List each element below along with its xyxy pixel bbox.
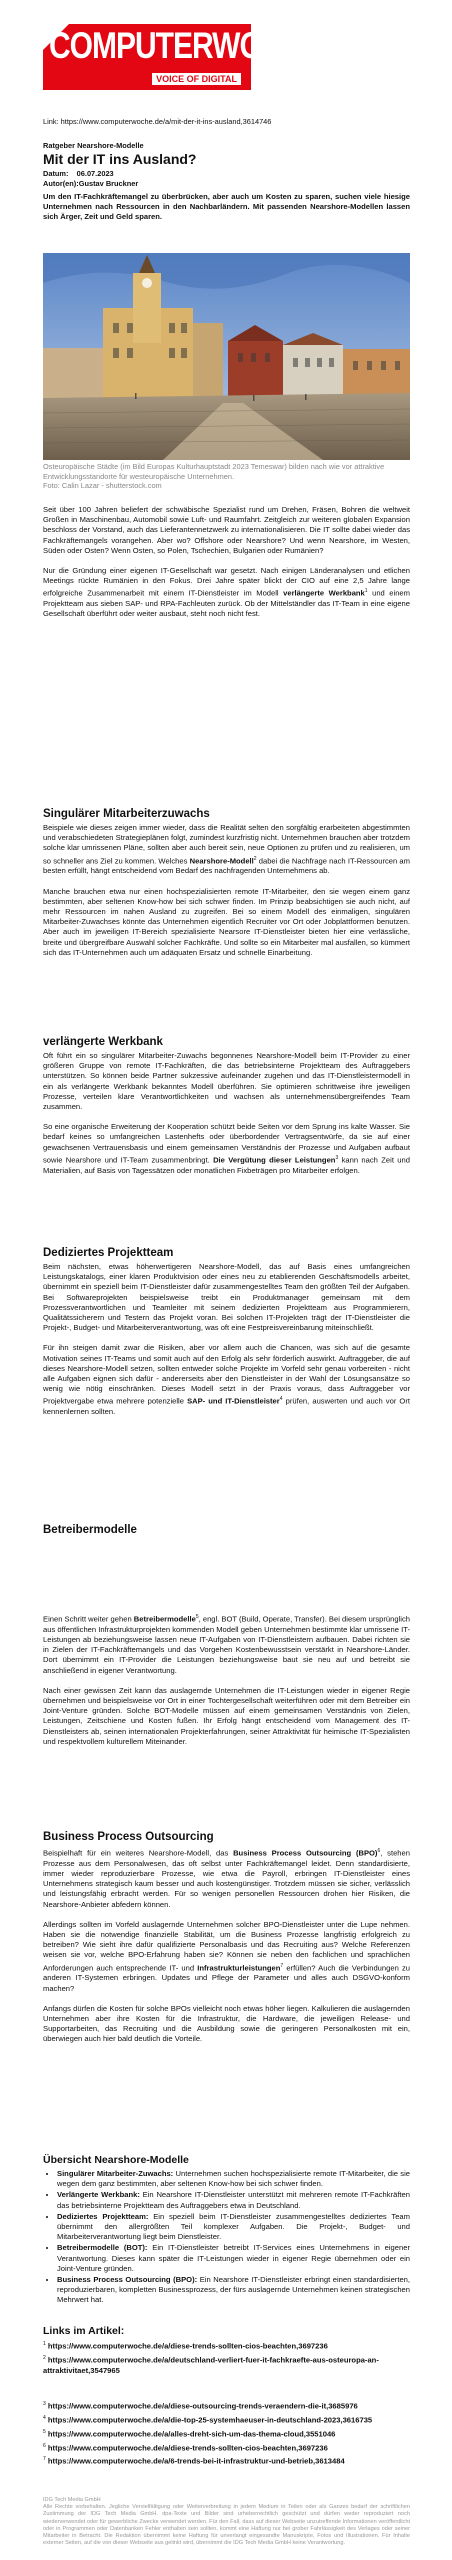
article-lead: Um den IT-Fachkräftemangel zu überbrücken, aber auch um Kosten zu sparen, suchen viele hiesige Unternehmen nach Ressourcen in den Nachbarländern. Mit passenden Nearshore-Modellen lassen sich Ärger, Zeit und Geld sparen. <box>43 192 410 222</box>
logo-wordmark: COMPUTERWOCHE <box>49 25 323 67</box>
section-paragraph: Allerdings sollten im Vorfeld auslagernde Unternehmen solcher BPO-Dienstleister unter die Lupe nehmen. Haben sie die notwendige finanzielle Stabilität, um die Business Prozesse langfristig erfolgreich zu betreiben? Wie sieht ihre dafür qualifizierte Personalbasis und das Recruiting aus? Welche Referenzen weisen sie vor, welche BPO-Erfahrung haben sie? Können sie neben den fachlichen und sprachlichen Anforderungen auch entsprechende IT- und Infrastrukturleistungen$^7$ erfüllen? Auch die Verbindungen zu anderen IT-Systemen erbringen. Updates und Pflege der Parameter und alles auch DSGVO-konform machen? <box>43 1919 410 1993</box>
section-paragraph: Beim nächsten, etwas höherwertigeren Nearshore-Modell, das auf Basis eines umfangreichen Leistungskatalogs, einer klaren Produktvision oder eines neu zu etablierenden Geschäftsmodells arbeitet, übernimmt ein speziell beim IT-Dienstleister dafür zusammengestelltes Team den größten Teil der Aufgaben. Bei Softwareprojekten beispielsweise treibt ein Produktmanager gemeinsam mit dem Prozessverantwortlichen und Teamleiter mit seinem dedizierten Projektteam aus Programmierern, Qualitätssicherern und Testern das Projekt voran. Bei solchen IT-Projekten trägt der IT-Dienstleister die Projekt-, Budget- und Mitarbeiterverantwortung, was oft eine Festpreisvereinbarung miteinschließt. <box>43 1262 410 1333</box>
computerwoche-logo[interactable] <box>43 24 323 90</box>
article-link[interactable]: $^5$ https://www.computerwoche.de/a/alles-dreht-sich-um-das-thema-cloud,3551046 <box>43 2428 336 2439</box>
section-betreibermodelle <box>43 1612 410 1747</box>
article-photo <box>43 253 410 460</box>
intro-paragraph-2: Nur die Gründung einer eigenen IT-Gesellschaft war gesetzt. Nach einigen Länderanalysen und etlichen Meetings rückte Rumänien in den Fokus. Drei Jahre später blickt der CIO auf eine 2,5 Jahre lange erfolgreiche Zusammenarbeit mit einem IT-Dienstleister im Modell verlängerte Werkbank$^1$ und einem Projektteam aus sieben SAP- und RPA-Fachleuten zurück. Ob der Mittelständler das IT-Team in eine eigene Gesellschaft überführt oder weiter ausbaut, steht noch nicht fest. <box>43 566 410 619</box>
logo-tagline: VOICE OF DIGITAL <box>152 73 241 85</box>
verguetung-link[interactable]: Die Vergütung dieser Leistungen <box>213 1155 336 1165</box>
article-title: Mit der IT ins Ausland? <box>43 151 197 167</box>
photo-credit: Foto: Calin Lazar - shutterstock.com <box>43 481 162 491</box>
summary-item: • Verlängerte Werkbank: Ein Nearshore IT-Dienstleister unterstützt mit mehreren remote IT-Fachkräften das betriebsinterne Projektteam des Auftraggebers etwa in Deutschland. <box>57 2190 410 2210</box>
sap-it-dienstleister-link[interactable]: SAP- und IT-Dienstleister <box>187 1396 280 1406</box>
nearshore-model-link[interactable]: Nearshore-Modell <box>189 856 254 866</box>
section-singulaer <box>43 807 410 958</box>
footer-brand: IDG Tech Media GmbH <box>43 2497 101 2503</box>
summary-item: • Dediziertes Projektteam: Ein speziell beim IT-Dienstleister zusammengestelltes dediziertes Team übernimmt den allergrößten Teil komplexer Aufgaben. Die Projekt-, Budget- und Mitarbeiterverantwortung liegt beim Dienstleister. <box>57 2212 410 2243</box>
footer <box>43 2497 410 2547</box>
section-paragraph: So eine organische Erweiterung der Kooperation schützt beide Seiten vor dem Sprung ins kalte Wasser. Sie bedarf keines so umfangreichen Lastenhefts oder überbordender Vertragsentwürfe, da sie auf einer gewachsenen Vertrauensbasis und einem gemeinsamen Verständnis der Prozesse und Aufgaben aufbaut sowie Nearshore und IT-Team zusammenbringt. Die Vergütung dieser Leistungen$^3$ kann nach Zeit und Materialien, auf Basis von Tagessätzen oder monatlichen Fixbeträgen pro Mitarbeiter erfolgen. <box>43 1122 410 1175</box>
article-link[interactable]: $^6$ https://www.computerwoche.de/a/diese-trends-sollten-cios-beachten,3697236 <box>43 2442 328 2453</box>
header-block <box>43 117 410 223</box>
section-paragraph: Manche brauchen etwa nur einen hochspezialisierten remote IT-Mitarbeiter, den sie wegen einem ganz bestimmten, aber seltenen Know-how bei sich schwer finden. Im Prinzip beabsichtigen sie auch nicht, auf mehr Ressourcen im nahen Ausland zu zugreifen. Bei so einem Modell des einmaligen, singulären Mitarbeiter-Zuwachses könnte das Unternehmen eigentlich Recruiter vor Ort oder Jobplattformen benutzen. Aber auch im jeweiligen IT-Bereich spezialisierte Nearsore IT-Dienstleister bieten hier eine verlässliche, breite und übergreifbare Auswahl solcher Fachkräfte. Und sollte so ein Mitarbeiter mal ausfallen, so kümmert sich das IT-Unternehmen auch um adäquaten Ersatz und schnelle Einarbeitung. <box>43 886 410 957</box>
article-link[interactable]: $^1$ https://www.computerwoche.de/a/diese-trends-sollten-cios-beachten,3697236 <box>43 2341 328 2351</box>
kicker: Ratgeber Nearshore-Modelle <box>43 141 144 150</box>
summary-item: • Singulärer Mitarbeiter-Zuwachs: Unternehmen suchen hochspezialisierte remote IT-Mitarbeiter, die sie wegen dem ganz bestimmten, aber seltenen Know-how bei sich schwer finden. <box>57 2169 410 2189</box>
infrastruktur-link[interactable]: Infrastrukturleistungen <box>197 1963 281 1973</box>
links-heading: Links im Artikel: <box>43 2325 125 2337</box>
footer-legal: Alle Rechte vorbehalten. Jegliche Vervielfältigung oder Weiterverbreitung in jedem Medium in Teilen oder als Ganzes bedarf der schriftlichen Zustimmung der IDG Tech Media GmbH. dpa-Texte und Bilder sind urheberrechtlich geschützt und dürfen weder reproduziert noch wiederverwendet oder für gewerbliche Zwecke verwendet werden. Für den Fall, dass auf dieser Webseite unzutreffende Informationen veröffentlicht oder in Programmen oder Datenbanken Fehler enthalten sein sollten, kommt eine Haftung nur bei grober Fahrlässigkeit des Verlages oder seiner Mitarbeiter in Betracht. Die Redaktion übernimmt keine Haftung für unverlangt eingesandte Manuskripte, Fotos und Illustrationen. Für Inhalte externer Seiten, auf die von dieser Webseite aus gelinkt wird, übernimmt die IDG Tech Media GmbH keine Verantwortung. <box>43 2504 410 2547</box>
article-link[interactable]: $^2$ https://www.computerwoche.de/a/deutschland-verliert-fuer-it-fachkraefte-aus-osteuropa-an-attraktivitaet,3547965 <box>43 2355 379 2376</box>
photo-caption: Osteuropäische Städte (im Bild Europas Kulturhauptstadt 2023 Temeswar) bilden nach wie vor attraktive Entwicklungsstandorte für westeuropäische Unternehmen. <box>43 462 385 481</box>
bpo-link[interactable]: Business Process Outsourcing (BPO) <box>233 1848 378 1858</box>
summary-heading: Übersicht Nearshore-Modelle <box>43 2154 189 2166</box>
source-link[interactable]: Link: https://www.computerwoche.de/a/mit-der-it-ins-ausland,3614746 <box>43 117 272 126</box>
section-paragraph: Anfangs dürfen die Kosten für solche BPOs vielleicht noch etwas höher liegen. Kalkulieren die auslagernden Unternehmen aber ihre Kosten für die Infrastruktur, die Hardware, die jeweiligen Release- und Supportarbeiten, das Recruiting und die Ausbildung sowie die geringeren Personalkosten mit ein, überwiegen auch hier bald deutlich die Vorteile. <box>43 2003 410 2044</box>
section-heading: verlängerte Werkbank <box>43 1036 163 1048</box>
photo-caption-block <box>43 462 410 491</box>
section-paragraph: Einen Schritt weiter gehen Betreibermodelle$^5$, engl. BOT (Build, Operate, Transfer). Bei diesem ursprünglich aus öffentlichen Infrastrukturprojekten kommenden Modell geben Unternehmen bestimmte klar umrissene IT-Leistungen ab beziehungsweise lassen neue IT-Aufgaben von IT-Dienstleistern aufbauen. Dabei richten sie in Zielen der IT-Fachkräftemangels und das Vorgehen Kostenbewusstsein verstärkt in Nearshore-Länder. Dort übernimmt ein IT-Provider die Leistungen beziehungsweise baut sie neu auf und betreibt sie anschließend in eigener Verantwortung. <box>43 1614 410 1675</box>
section-paragraph: Beispiele wie dieses zeigen immer wieder, dass die Realität selten den sorgfältig erarbeiteten abgestimmten und verabschiedeten Strategieplänen folgt, zumindest kurzfristig nicht. Unternehmen brauchen aber trotzdem solche klar umrissenen Pläne, sollten aber auch bereit sein, neue Optionen zu prüfen und zu realisieren, um so schneller ans Ziel zu kommen. Welches Nearshore-Modell$^2$ dabei die Nachfrage nach IT-Ressourcen am besten erfüllt, hängt entscheidend vom Bedarf des nachfragenden Unternehmens ab. <box>43 823 410 876</box>
date-line: Datum: 06.07.2023 <box>43 169 114 178</box>
section-heading: Business Process Outsourcing <box>43 1831 214 1843</box>
article-link[interactable]: $^7$ https://www.computerwoche.de/a/6-trends-bei-it-infrastruktur-und-betrieb,3613484 <box>43 2456 345 2466</box>
section-projektteam <box>43 1246 410 1417</box>
intro-block <box>43 505 410 620</box>
section-heading: Betreibermodelle <box>43 1524 137 1536</box>
section-betreiber-heading <box>43 1523 410 1537</box>
section-paragraph: Beispielhaft für ein weiteres Nearshore-Modell, das Business Process Outsourcing (BPO)$^6$, stehen Prozesse aus dem Personalwesen, das oft selbst unter Fachkräftemangel leidet. Denn standardisierte, immer wieder reproduzierbare Prozesse, wie etwa die Payroll, erbringen IT-Dienstleister eines Unternehmens strategisch kaum besser und auch kostengünstiger. Trotzdem müssen sie sicher, verlässlich und leistungsfähig erbracht werden. Für so wenigen personellen Ressourcen drohen hier Risiken, die Nearshore-Anbieter abfedern können. <box>43 1848 410 1909</box>
section-paragraph: Nach einer gewissen Zeit kann das auslagernde Unternehmen die IT-Leistungen wieder in eigener Regie übernehmen und beispielsweise vor Ort in einer Tochtergesellschaft weiterführen oder mit dem Betreiber ein Joint-Venture gründen. Solche BOT-Modelle müssen auf einem gemeinsamen Verständnis von Zielen, Leistungen, Zeitschiene und Kosten fußen. Ihr Erfolg hängt entscheidend vom Management des IT-Dienstleisters ab, seinen internationalen Projekterfahrungen, seiner Attraktivität für heimische IT-Spezialisten und respektvollem kulturellem Miteinander. <box>43 1685 410 1746</box>
summary-item: • Betreibermodelle (BOT): Ein IT-Dienstleister betreibt IT-Services eines Unternehmens in eigener Verantwortung. Dieses kann später die IT-Leistungen wieder in eigener Regie übernehmen oder ein Joint-Venture gründen. <box>57 2243 410 2274</box>
section-bpo <box>43 1830 410 2045</box>
section-heading: Dediziertes Projektteam <box>43 1247 174 1259</box>
betreibermodelle-link[interactable]: Betreibermodelle <box>133 1614 196 1624</box>
section-heading: Singulärer Mitarbeiterzuwachs <box>43 808 210 820</box>
section-paragraph: Für ihn steigen damit zwar die Risiken, aber vor allem auch die Chancen, was sich auf die gesamte Motivation seines IT-Teams und somit auch auf den Erfolg als sehr förderlich auswirkt. Auftraggeber, die auf dieses Nearshore-Modell setzen, sollten entweder solche Projekte im Vorfeld sehr genau vorbereiten - nicht alle Aufgaben eignen sich dafür - andererseits aber den Dienstleister in der Wahl der Lösungsansätze so wenig wie nötig einschränken. Dieses Modell setzt in der Praxis voraus, dass Auftraggeber vor Projektvergabe etwa mehrere potenzielle SAP- und IT-Dienstleister$^4$ prüfen, auswerten und auch vor Ort kennenlernen sollten. <box>43 1343 410 1417</box>
summary-item: • Business Process Outsourcing (BPO): Ein Nearshore IT-Dienstleister erbringt einen standardisierten, reproduzierbaren, kompletten Businessprozess, der fürs auslagernde Unternehmen keinen strategischen Mehrwert hat. <box>57 2275 410 2306</box>
summary-list <box>43 2169 410 2306</box>
intro-bold-link[interactable]: verlängerte Werkbank <box>283 588 365 598</box>
article-link[interactable]: $^4$ https://www.computerwoche.de/a/die-top-25-systemhaeuser-in-deutschland-2023,3616735 <box>43 2414 373 2425</box>
section-paragraph: Oft führt ein so singulärer Mitarbeiter-Zuwachs begonnenes Nearshore-Modell beim IT-Provider zu einer größeren Gruppe von remote IT-Fachkräften, die das betriebsinterne Projektteam des Auftraggebers unterstützen. So können beide Partner sukzessive aufeinander zugehen und das IT-Dienstleistermodell in ein als verlängerte Werkbank bekanntes Modell überführen. Sie optimieren schrittweise ihre jeweiligen Prozesse, verteilen klare Verantwortlichkeiten und wachsen als unternehmensübergreifendes Team zusammen. <box>43 1051 410 1112</box>
links-block <box>43 2326 410 2468</box>
summary-block <box>43 2153 410 2307</box>
city-square-image <box>43 253 410 460</box>
intro-paragraph-1: Seit über 100 Jahren beliefert der schwäbische Spezialist rund um Drehen, Fräsen, Bohren die weltweit Großen in Maschinenbau, Automobil sowie Luft- und Raumfahrt. Zeitgleich zur weiteren globalen Expansion beschloss der Vorstand, auch das Lieferantennetzwerk zu internationalisieren. Die IT sollte dabei wieder das Fachkräftemangels vorangehen. Aber wo? Offshore oder Nearshore? Und wenn Nearshore, im Westen, Süden oder Osten? Wenn Osten, so Polen, Tschechien, Bulgarien oder Rumänien? <box>43 505 410 555</box>
author-line: Autor(en):Gustav Bruckner <box>43 179 139 188</box>
section-werkbank <box>43 1035 410 1176</box>
article-link[interactable]: $^3$ https://www.computerwoche.de/a/diese-outsourcing-trends-veraendern-die-it,3685976 <box>43 2400 358 2411</box>
